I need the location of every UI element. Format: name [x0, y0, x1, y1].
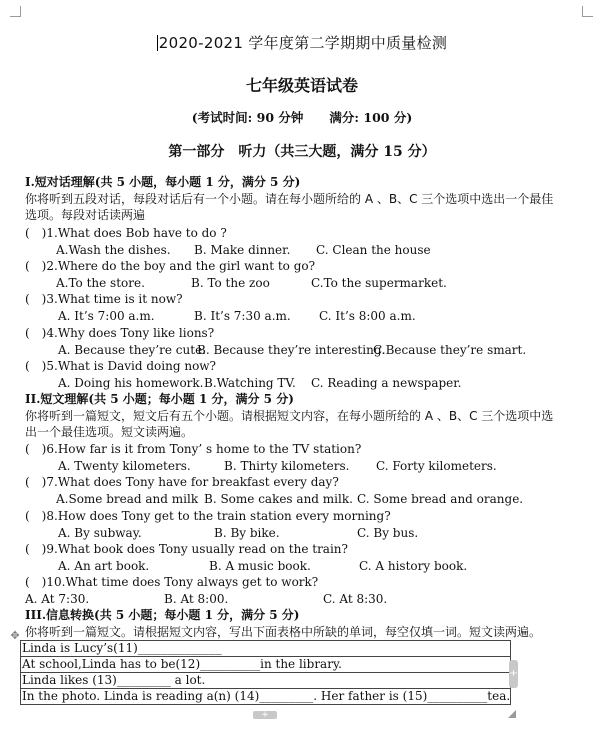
- section1-heading: I.短对话理解(共 5 小题，每小题 1 分，满分 5 分): [25, 175, 301, 189]
- q8-option-c: C. By bus.: [357, 526, 419, 540]
- section2-heading: II.短文理解(共 5 小题；每小题 1 分，满分 5 分): [25, 392, 294, 406]
- q3-option-c: C. It’s 8:00 a.m.: [319, 309, 416, 323]
- q6-option-a: A. Twenty kilometers.: [58, 459, 191, 473]
- q10-option-b: B. At 8:00.: [164, 592, 229, 606]
- q4-option-a: A. Because they’re cute.: [58, 343, 206, 357]
- exam-title-text: 2020-2021 学年度第二学期期中质量检测: [158, 34, 448, 52]
- table-cell[interactable]: Linda likes (13)_________ a lot.: [21, 673, 511, 689]
- exam-time: (考试时间: 90 分钟: [191, 110, 304, 125]
- table-row: [21, 689, 511, 705]
- q1-option-a: A.Wash the dishes.: [56, 243, 171, 257]
- table-row: [21, 641, 511, 657]
- q2-option-b: B. To the zoo: [191, 276, 270, 290]
- table-move-icon[interactable]: ✥: [10, 629, 20, 642]
- exam-title: [0, 32, 604, 53]
- q5-option-a: A. Doing his homework.: [58, 376, 204, 390]
- part-heading: 第一部分 听力（共三大题，满分 15 分）: [168, 144, 436, 160]
- table-cell[interactable]: Linda is Lucy’s(11)______________: [21, 641, 511, 657]
- q3-option-b: B. It’s 7:30 a.m.: [194, 309, 291, 323]
- table-cell[interactable]: At school,Linda has to be(12)__________in the library.: [21, 657, 511, 673]
- q4-option-c: C.Because they’re smart.: [373, 343, 527, 357]
- table-row: [21, 673, 511, 689]
- table-resize-icon[interactable]: [508, 710, 516, 718]
- q8-option-b: B. By bike.: [214, 526, 280, 540]
- q9-option-a: A. An art book.: [58, 559, 150, 573]
- section1-instruction: 选项。每段对话读两遍: [25, 208, 146, 222]
- section3-heading: III.信息转换(共 5 小题；每小题 1 分，满分 5 分): [25, 608, 300, 622]
- q6-option-b: B. Thirty kilometers.: [224, 459, 350, 473]
- answer-table: [20, 640, 511, 705]
- q7-option-b: B. Some cakes and milk.: [204, 492, 353, 506]
- question-10: ( )10.What time does Tony always get to work?: [25, 575, 319, 589]
- text-cursor: [157, 35, 158, 51]
- q7-option-a: A.Some bread and milk: [56, 492, 199, 506]
- section3-instruction: 你将听到一篇短文。请根据短文内容，写出下面表格中所缺的单词，每空仅填一词。短文读两遍。: [25, 625, 542, 639]
- section2-instruction: 出一个最佳选项。短文读两遍。: [25, 425, 194, 439]
- q5-option-c: C. Reading a newspaper.: [311, 376, 462, 390]
- q8-option-a: A. By subway.: [58, 526, 142, 540]
- q7-option-c: C. Some bread and orange.: [357, 492, 524, 506]
- question-2: ( )2.Where do the boy and the girl want to go?: [25, 259, 316, 273]
- table-cell[interactable]: In the photo. Linda is reading a(n) (14)_________. Her father is (15)__________tea.: [22, 689, 511, 703]
- question-4: ( )4.Why does Tony like lions?: [25, 326, 215, 340]
- q9-option-c: C. A history book.: [359, 559, 468, 573]
- exam-score: 满分: 100 分): [329, 110, 413, 125]
- question-5: ( )5.What is David doing now?: [25, 359, 216, 373]
- section1-instruction: 你将听到五段对话，每段对话后有一个小题。请在每小题所给的 A 、B、C 三个选项中选出一个最佳: [25, 192, 554, 206]
- section2-instruction: 你将听到一篇短文，短文后有五个小题。请根据短文内容，在每小题所给的 A 、B、C 三个选项中选: [25, 409, 554, 423]
- q9-option-b: B. A music book.: [209, 559, 311, 573]
- page-corner-mark: [582, 6, 593, 17]
- q1-option-b: B. Make dinner.: [194, 243, 291, 257]
- add-row-icon[interactable]: +: [253, 711, 277, 719]
- exam-meta: [0, 108, 604, 126]
- question-3: ( )3.What time is it now?: [25, 292, 183, 306]
- q6-option-c: C. Forty kilometers.: [376, 459, 497, 473]
- q10-option-c: C. At 8:30.: [323, 592, 388, 606]
- question-1: ( )1.What does Bob have to do ?: [25, 226, 227, 240]
- q3-option-a: A. It’s 7:00 a.m.: [58, 309, 155, 323]
- q1-option-c: C. Clean the house: [316, 243, 431, 257]
- add-column-icon[interactable]: +: [509, 660, 518, 688]
- exam-subtitle: 七年级英语试卷: [245, 76, 358, 95]
- q4-option-b: B. Because they’re interesting.: [197, 343, 386, 357]
- question-8: ( )8.How does Tony get to the train station every morning?: [25, 509, 391, 523]
- page-corner-mark: [10, 6, 21, 17]
- q5-option-b: B.Watching TV.: [204, 376, 296, 390]
- question-9: ( )9.What book does Tony usually read on the train?: [25, 542, 348, 556]
- question-6: ( )6.How far is it from Tony’ s home to the TV station?: [25, 442, 362, 456]
- table-row: [21, 657, 511, 673]
- question-7: ( )7.What does Tony have for breakfast every day?: [25, 475, 339, 489]
- q2-option-a: A.To the store.: [56, 276, 145, 290]
- q2-option-c: C.To the supermarket.: [311, 276, 447, 290]
- q10-option-a: A. At 7:30.: [25, 592, 90, 606]
